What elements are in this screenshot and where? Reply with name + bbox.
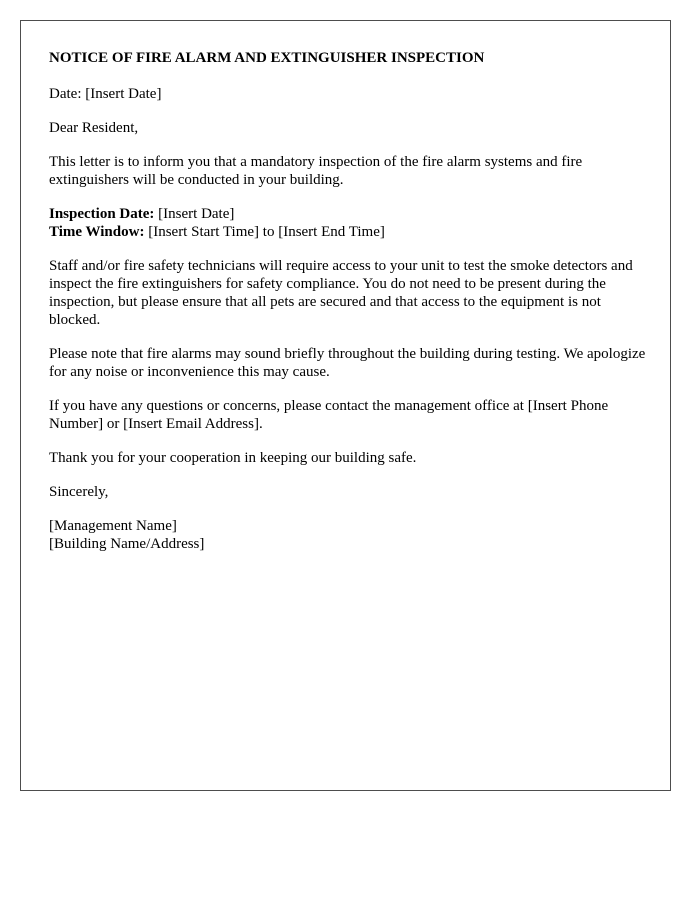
contact-paragraph: If you have any questions or concerns, please contact the management office at [Insert Phone Number] or [Insert Email Address]. [49, 398, 609, 432]
inspection-date-line [49, 205, 650, 223]
signature-block [49, 517, 650, 553]
schedule-block [49, 205, 650, 241]
access-paragraph: Staff and/or fire safety technicians will require access to your unit to test the smoke detectors and inspect the fire extinguishers for safety compliance. You do not need to be present during the inspection, but please ensure that all pets are secured and that access to the equipment is not blocked. [49, 258, 633, 328]
signature-address: [Building Name/Address] [49, 536, 205, 552]
time-window-value: [Insert Start Time] to [Insert End Time] [144, 224, 385, 240]
signature-name: [Management Name] [49, 518, 177, 534]
date-line: Date: [Insert Date] [49, 86, 162, 102]
inspection-date-value: [Insert Date] [154, 206, 235, 222]
letter-title: NOTICE OF FIRE ALARM AND EXTINGUISHER INSPECTION [49, 50, 485, 66]
intro-paragraph: This letter is to inform you that a mandatory inspection of the fire alarm systems and fire extinguishers will be conducted in your building. [49, 154, 583, 188]
closing: Sincerely, [49, 484, 109, 500]
noise-paragraph: Please note that fire alarms may sound briefly throughout the building during testing. We apologize for any noise or inconvenience this may cause. [49, 346, 646, 380]
thanks-paragraph: Thank you for your cooperation in keeping our building safe. [49, 450, 417, 466]
inspection-date-label: Inspection Date: [49, 206, 155, 222]
time-window-line [49, 223, 650, 241]
salutation: Dear Resident, [49, 120, 139, 136]
letter-page [20, 20, 671, 791]
time-window-label: Time Window: [49, 224, 145, 240]
